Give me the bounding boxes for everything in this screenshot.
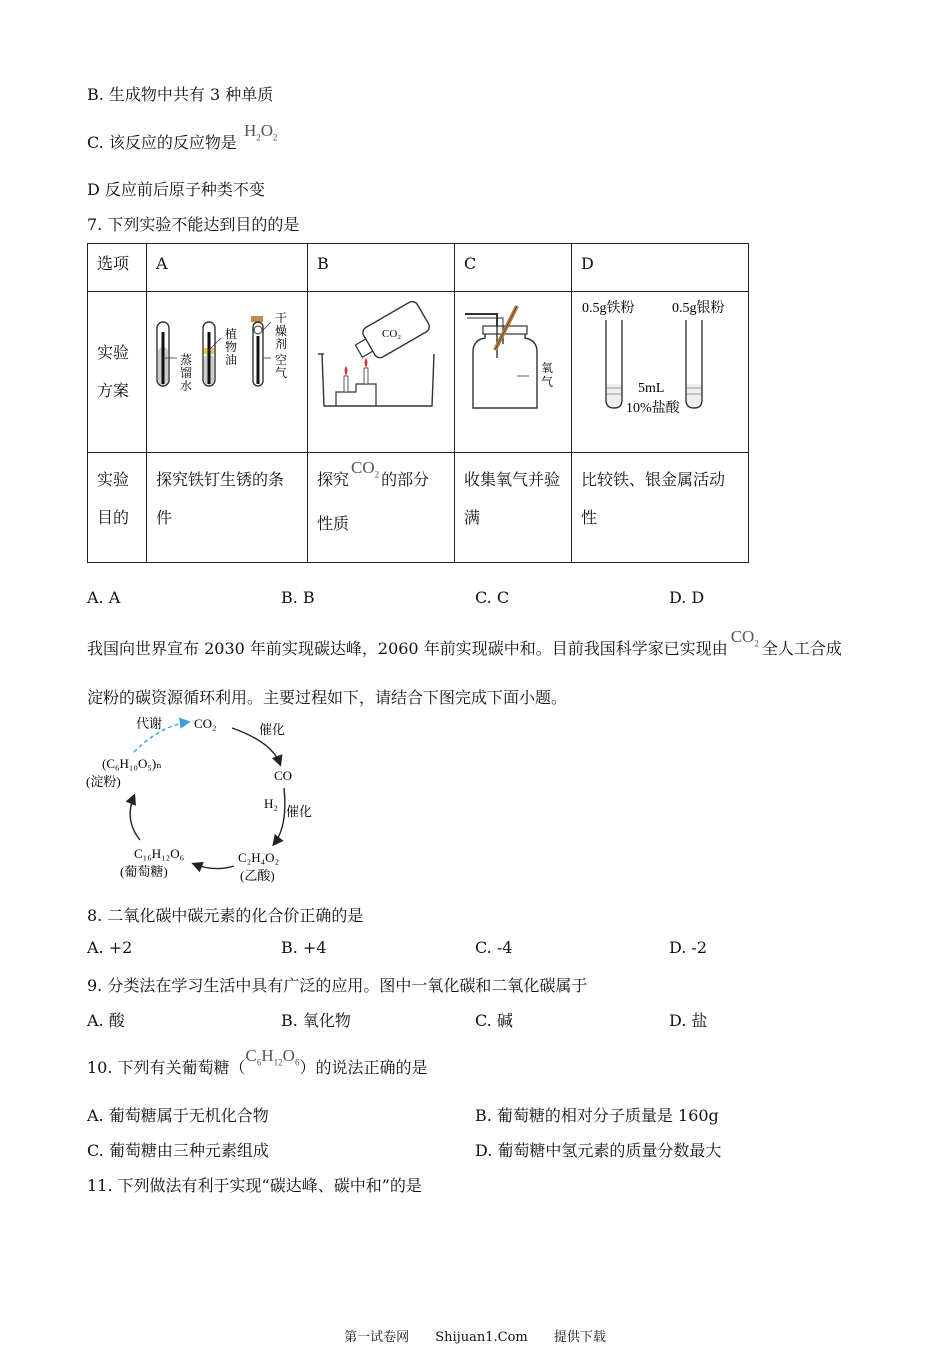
cycle-starch: (C₆H₁₀O₅)ₙ xyxy=(102,756,162,771)
label-air: 空气 xyxy=(275,353,288,380)
footer-site: 第一试卷网 xyxy=(344,1330,410,1345)
q7-option-a[interactable]: A. A xyxy=(87,588,121,607)
cycle-catalyst-1: 催化 xyxy=(259,722,286,737)
q7-option-d[interactable]: D. D xyxy=(669,588,705,607)
passage-line-2: 淀粉的碳资源循环利用。主要过程如下，请结合下图完成下面小题。 xyxy=(87,688,568,707)
label-desiccant: 干燥剂 xyxy=(275,311,288,351)
label-silver-powder: 0.5g银粉 xyxy=(672,301,725,316)
row-label-goal: 实验目的 xyxy=(88,453,147,563)
goal-b: 探究$CO_2$ 的部分性质 xyxy=(308,453,455,563)
q11-stem: 11. 下列做法有利于实现“碳达峰、碳中和”的是 xyxy=(87,1176,422,1195)
label-distilled-water: 蒸馏水 xyxy=(180,353,193,393)
cycle-starch-name: (淀粉) xyxy=(86,774,121,789)
passage-line-1: 我国向世界宣布 2030 年前实现碳达峰，2060 年前实现碳中和。目前我国科学家已实现由$CO_2$ 全人工合成 xyxy=(87,627,842,658)
q10-option-c[interactable]: C. 葡萄糖由三种元素组成 xyxy=(87,1141,269,1160)
glucose-formula: $C_6H_{12}O_6$ xyxy=(245,1046,300,1068)
q10-option-b[interactable]: B. 葡萄糖的相对分子质量是 160g xyxy=(475,1106,719,1125)
plan-b-figure xyxy=(308,292,455,453)
table-header-c: C xyxy=(455,244,572,292)
q6-option-b: B. 生成物中共有 3 种单质 xyxy=(87,85,274,104)
q7-option-c[interactable]: C. C xyxy=(475,588,510,607)
q6-option-c xyxy=(87,121,278,154)
label-co2-bottle: CO₂ xyxy=(382,328,402,340)
cycle-metabolism: 代谢 xyxy=(136,716,163,731)
co2-formula-passage: $CO_2$ xyxy=(730,627,759,649)
q7-stem: 7. 下列实验不能达到目的的是 xyxy=(87,215,300,234)
h2o2-formula: $H_2O_2$ xyxy=(243,121,278,143)
table-header-b: B xyxy=(308,244,455,292)
q6-option-c-text: C. 该反应的反应物是 xyxy=(87,133,237,152)
label-iron-powder: 0.5g铁粉 xyxy=(582,301,635,316)
label-oxygen: 氧气 xyxy=(541,361,554,389)
q9-stem: 9. 分类法在学习生活中具有广泛的应用。图中一氧化碳和二氧化碳属于 xyxy=(87,976,588,995)
table-header-option: 选项 xyxy=(88,244,147,292)
cycle-h2: H₂ xyxy=(264,796,278,811)
cycle-glucose-name: (葡萄糖) xyxy=(120,864,168,879)
cycle-glucose: C₁₆H₁₂O₆ xyxy=(134,846,185,861)
label-5ml: 5mL xyxy=(638,381,665,396)
plan-a-figure xyxy=(147,292,308,453)
cycle-co: CO xyxy=(274,768,293,783)
cycle-catalyst-2: 催化 xyxy=(286,804,313,819)
goal-d: 比较铁、银金属活动性 xyxy=(572,453,749,563)
q8-stem: 8. 二氧化碳中碳元素的化合价正确的是 xyxy=(87,906,364,925)
q6-option-d: D 反应前后原子种类不变 xyxy=(87,180,265,199)
q8-option-c[interactable]: C. -4 xyxy=(475,938,513,957)
goal-a: 探究铁钉生锈的条件 xyxy=(147,453,308,563)
q9-option-b[interactable]: B. 氧化物 xyxy=(281,1011,351,1030)
cycle-acetic-acid-name: (乙酸) xyxy=(240,868,275,883)
q8-option-b[interactable]: B. +4 xyxy=(281,938,327,957)
q10-stem: 10. 下列有关葡萄糖$(C_6H_{12}O_6)$的说法正确的是 xyxy=(87,1046,428,1077)
q9-option-c[interactable]: C. 碱 xyxy=(475,1011,513,1030)
page-footer xyxy=(0,1326,950,1345)
row-label-plan: 实验方案 xyxy=(88,292,147,453)
carbon-cycle-diagram xyxy=(84,708,324,888)
table-header-a: A xyxy=(147,244,308,292)
plan-d-figure xyxy=(572,292,749,453)
q9-option-a[interactable]: A. 酸 xyxy=(87,1011,125,1030)
q10-option-a[interactable]: A. 葡萄糖属于无机化合物 xyxy=(87,1106,269,1125)
q7-experiment-table xyxy=(87,243,749,563)
q10-option-d[interactable]: D. 葡萄糖中氢元素的质量分数最大 xyxy=(475,1141,722,1160)
footer-note: 提供下载 xyxy=(553,1330,606,1345)
label-vegetable-oil: 植物油 xyxy=(225,327,238,367)
cycle-acetic-acid: C₂H₄O₂ xyxy=(238,850,280,865)
metal-activity-diagram xyxy=(572,292,748,438)
oxygen-collection-diagram xyxy=(455,292,571,438)
table-header-d: D xyxy=(572,244,749,292)
q7-option-b[interactable]: B. B xyxy=(281,588,315,607)
rust-experiment-diagram xyxy=(147,292,307,438)
label-hcl: 10%盐酸 xyxy=(626,401,680,416)
q9-option-d[interactable]: D. 盐 xyxy=(669,1011,708,1030)
q8-option-d[interactable]: D. -2 xyxy=(669,938,708,957)
plan-c-figure xyxy=(455,292,572,453)
goal-c: 收集氧气并验满 xyxy=(455,453,572,563)
q8-option-a[interactable]: A. +2 xyxy=(87,938,133,957)
co2-pouring-diagram xyxy=(308,292,454,438)
footer-domain[interactable]: Shijuan1.Com xyxy=(435,1330,528,1345)
cycle-co2: CO₂ xyxy=(194,716,217,731)
co2-formula: $CO_2$ xyxy=(351,458,380,480)
